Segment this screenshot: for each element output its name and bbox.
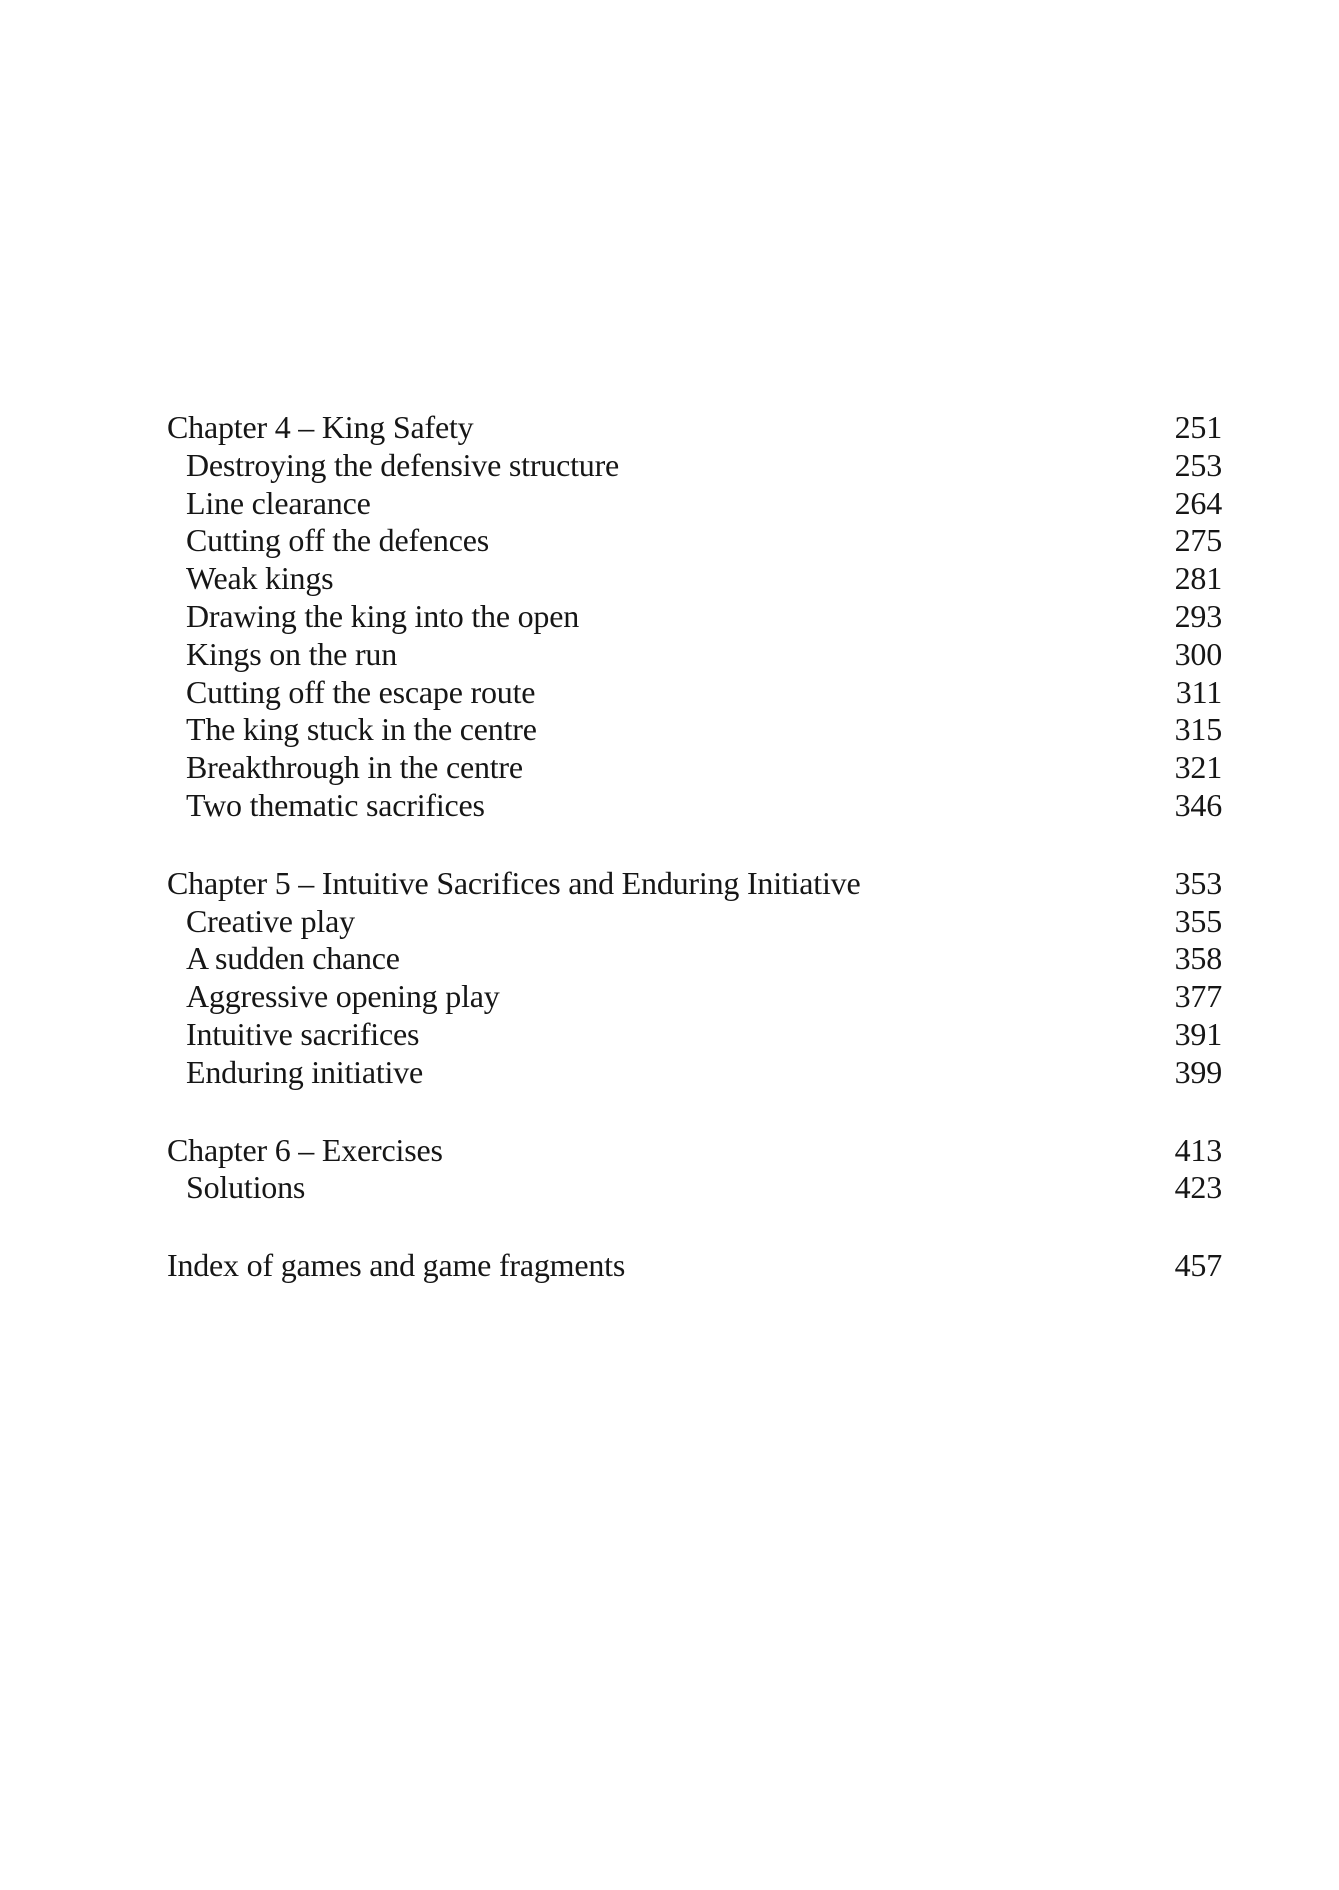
toc-heading-row	[167, 409, 1222, 447]
toc-entry-label: Intuitive sacrifices	[186, 1015, 420, 1052]
toc-heading-row	[167, 1132, 1222, 1170]
toc-entry-page-number: 281	[1174, 560, 1222, 597]
toc-entry-label: Breakthrough in the centre	[186, 749, 523, 786]
toc-entry-label: Destroying the defensive structure	[186, 446, 620, 483]
toc-heading-label: Chapter 4 – King Safety	[167, 409, 474, 445]
toc-entry-label: Drawing the king into the open	[186, 597, 580, 634]
toc-section	[167, 1132, 1222, 1208]
table-of-contents	[167, 409, 1222, 1285]
toc-entry-label: Solutions	[186, 1169, 306, 1206]
toc-entry-label: Weak kings	[186, 560, 334, 597]
toc-heading-row	[167, 865, 1222, 903]
toc-entry-label: Enduring initiative	[186, 1053, 424, 1090]
toc-heading-row	[167, 1247, 1222, 1285]
toc-entry-page-number: 358	[1174, 940, 1222, 977]
toc-entry-label: Aggressive opening play	[186, 978, 500, 1015]
toc-section	[167, 1247, 1222, 1285]
toc-entry-label: Line clearance	[186, 484, 371, 521]
toc-entry-page-number: 355	[1174, 902, 1222, 939]
toc-entry-row	[167, 978, 1222, 1016]
toc-entry-page-number: 253	[1174, 446, 1222, 483]
toc-heading-label: Index of games and game fragments	[167, 1247, 626, 1284]
toc-heading-page-number: 413	[1174, 1131, 1222, 1168]
toc-heading-label: Chapter 6 – Exercises	[167, 1131, 443, 1168]
toc-entry-row	[167, 903, 1222, 941]
toc-entry-page-number: 346	[1174, 786, 1222, 823]
toc-entry-page-number: 264	[1174, 484, 1222, 521]
toc-entry-label: Two thematic sacrifices	[186, 786, 485, 823]
toc-entry-row	[167, 636, 1222, 674]
toc-heading-label: Chapter 5 – Intuitive Sacrifices and Enduring Initiative	[167, 864, 861, 901]
toc-entry-row	[167, 1016, 1222, 1054]
toc-entry-row	[167, 711, 1222, 749]
toc-entry-row	[167, 522, 1222, 560]
toc-entry-label: Cutting off the escape route	[186, 673, 536, 710]
toc-entry-label: Cutting off the defences	[186, 522, 489, 559]
toc-heading-page-number: 353	[1174, 864, 1222, 901]
toc-entry-page-number: 321	[1174, 749, 1222, 786]
toc-entry-row	[167, 447, 1222, 485]
toc-entry-row	[167, 1054, 1222, 1092]
toc-entry-page-number: 311	[1175, 673, 1222, 710]
toc-entry-page-number: 377	[1174, 978, 1222, 1015]
toc-entry-row	[167, 749, 1222, 787]
toc-section	[167, 409, 1222, 825]
toc-entry-page-number: 300	[1174, 635, 1222, 672]
toc-entry-page-number: 423	[1174, 1169, 1222, 1206]
toc-entry-page-number: 275	[1174, 522, 1222, 559]
toc-entry-row	[167, 1169, 1222, 1207]
toc-entry-page-number: 399	[1174, 1053, 1222, 1090]
toc-entry-row	[167, 787, 1222, 825]
toc-entry-row	[167, 940, 1222, 978]
toc-heading-page-number: 251	[1174, 409, 1222, 445]
toc-entry-row	[167, 560, 1222, 598]
toc-entry-row	[167, 485, 1222, 523]
toc-section	[167, 865, 1222, 1092]
toc-heading-page-number: 457	[1174, 1247, 1222, 1284]
toc-entry-row	[167, 674, 1222, 712]
toc-entry-label: A sudden chance	[186, 940, 400, 977]
toc-entry-page-number: 293	[1174, 597, 1222, 634]
toc-entry-page-number: 391	[1174, 1015, 1222, 1052]
toc-entry-row	[167, 598, 1222, 636]
toc-entry-label: Kings on the run	[186, 635, 398, 672]
toc-entry-page-number: 315	[1174, 711, 1222, 748]
toc-entry-label: The king stuck in the centre	[186, 711, 537, 748]
toc-entry-label: Creative play	[186, 902, 355, 939]
